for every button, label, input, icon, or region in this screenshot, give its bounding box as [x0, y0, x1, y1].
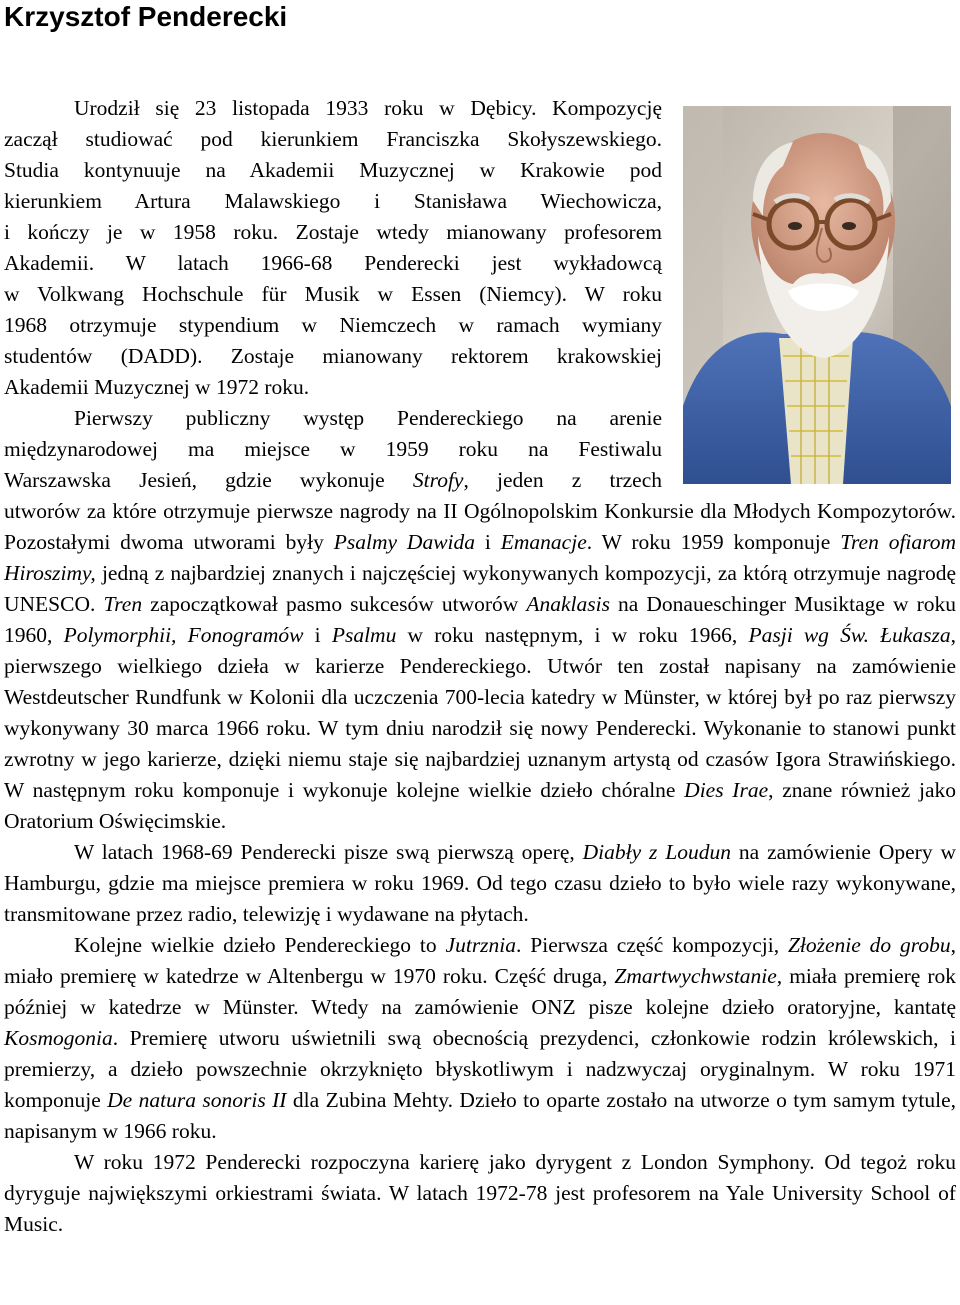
text-line: [4, 403, 662, 434]
work-title: Jutrznia: [445, 933, 517, 957]
work-title: Strofy: [412, 468, 464, 492]
text-span: Urodził się 23 listopada 1933 roku w Dębicy. Kompozycję: [74, 96, 662, 120]
text-span: Pierwszy publiczny występ Pendereckiego na arenie: [74, 406, 662, 430]
work-title: Zmartwychwstanie,: [614, 964, 783, 988]
text-line: Akademii. W latach 1966-68 Penderecki jest wykładowcą: [4, 251, 662, 275]
text-line: [4, 465, 662, 496]
text-line: w Volkwang Hochschule für Musik w Essen (Niemcy). W roku: [4, 282, 662, 306]
text-span: Kolejne wielkie dzieło Pendereckiego to: [74, 933, 446, 957]
text-span: na Donaueschinger Musiktage w roku 1960,: [4, 592, 957, 647]
text-span: , jeden z trzech: [463, 468, 662, 492]
text-span: W roku 1972 Penderecki rozpoczyna karierę jako dyrygent z London Symphony. Od tegoż roku dyryguje największymi orkiestrami świata. W latach 1972-78 jest profesorem na Yale University School of Music.: [4, 1150, 956, 1236]
text-span: i: [475, 530, 501, 554]
work-title: Tren ofiarom Hiroszimy,: [4, 530, 956, 585]
work-title: De natura sonoris II: [107, 1088, 287, 1112]
text-span: w roku następnym, i w roku 1966,: [396, 623, 749, 647]
paragraph-1: [4, 93, 662, 403]
page-title: Krzysztof Penderecki: [4, 1, 288, 32]
work-title: Diabły z Loudun: [582, 840, 732, 864]
work-title: Anaklasis: [526, 592, 610, 616]
paragraph-2-top: [4, 403, 662, 496]
text-span: zapoczątkował pasmo sukcesów utworów: [142, 592, 527, 616]
text-span: , pierwszego wielkiego dzieła w karierze Pendereckiego. Utwór ten został napisany na zamówienie Westdeutscher Rundfunk w Kolonii dla uczczenia 700-lecia katedry w Münster, w której był po raz pierwszy wykonywany 30 marca 1966 roku. W tym dniu narodził się nowy Penderecki. Wykonanie to stanowi punkt zwrotny w jego karierze, dzięki niemu staje się najbardziej uznanym artystą od czasów Igora Strawińskiego. W następnym roku komponuje i wykonuje kolejne wielkie dzieło chóralne: [4, 623, 957, 802]
paragraph-3: [4, 837, 956, 930]
work-title: Pasji wg Św. Łukasza: [748, 623, 951, 647]
work-title: Psalmu: [331, 623, 397, 647]
text-span: utworów za które otrzymuje pierwsze nagrody na II Ogólnopolskim Konkursie dla Młodych Kompozytorów. Pozostałymi dwoma utworami były: [4, 499, 956, 554]
work-title: Złożenie do grobu: [787, 933, 951, 957]
article-body: [4, 93, 956, 1240]
text-span: . Premierę utworu uświetnili swą obecnością prezydenci, członkowie rodzin królewskich, i premierzy, a dzieło powszechnie okrzyknięto błyskotliwym i nadzwyczaj oryginalnym. W roku 1971 komponuje: [4, 1026, 956, 1112]
text-span: . W roku 1959 komponuje: [586, 530, 841, 554]
text-span: miała premierę rok później w katedrze w Münster. Wtedy na zamówienie ONZ pisze kolejne dzieło oratoryjne, kantatę: [4, 964, 957, 1019]
text-line: zaczął studiować pod kierunkiem Franciszka Skołyszewskiego.: [4, 127, 662, 151]
work-title: Psalmy Dawida: [333, 530, 476, 554]
text-line: [4, 93, 662, 124]
text-span: Warszawska Jesień, gdzie wykonuje: [4, 468, 413, 492]
paragraph-5: [4, 1147, 956, 1240]
text-line: Akademii Muzycznej w 1972 roku.: [4, 375, 310, 399]
text-line: 1968 otrzymuje stypendium w Niemczech w ramach wymiany: [4, 313, 662, 337]
text-line: międzynarodowej ma miejsce w 1959 roku na Festiwalu: [4, 437, 662, 461]
text-span: na zamówienie Opery w Hamburgu, gdzie ma miejsce premiera w roku 1969. Od tego czasu dzieło to było wiele razy wykonywane, transmitowane przez radio, telewizję i wydawane na płytach.: [4, 840, 957, 926]
text-span: W latach 1968-69 Penderecki pisze swą pierwszą operę,: [74, 840, 583, 864]
text-line: studentów (DADD). Zostaje mianowany rektorem krakowskiej: [4, 344, 662, 368]
work-title: Kosmogonia: [4, 1026, 113, 1050]
text-line: Studia kontynuuje na Akademii Muzycznej w Krakowie pod: [4, 158, 662, 182]
work-title: Emanacje: [500, 530, 587, 554]
text-span: jedną z najbardziej znanych i najczęściej wykonywanych kompozycji, za którą otrzymuje nagrodę UNESCO.: [4, 561, 956, 616]
work-title: Polymorphii, Fonogramów: [63, 623, 304, 647]
text-span: dla Zubina Mehty. Dzieło to oparte zostało na utworze o tym samym tytule, napisanym w 1966 roku.: [4, 1088, 956, 1143]
text-span: , miało premierę w katedrze w Altenbergu w 1970 roku. Część druga,: [4, 933, 957, 988]
work-title: Dies Irae: [684, 778, 769, 802]
work-title: Tren: [103, 592, 143, 616]
text-line: kierunkiem Artura Malawskiego i Stanisława Wiechowicza,: [4, 189, 662, 213]
text-span: . Pierwsza część kompozycji,: [516, 933, 788, 957]
paragraph-4: [4, 930, 956, 1147]
text-span: , znane również jako Oratorium Oświęcimskie.: [4, 778, 957, 833]
paragraph-2-body: [4, 496, 956, 837]
text-span: i: [303, 623, 332, 647]
text-line: i kończy je w 1958 roku. Zostaje wtedy mianowany profesorem: [4, 220, 662, 244]
